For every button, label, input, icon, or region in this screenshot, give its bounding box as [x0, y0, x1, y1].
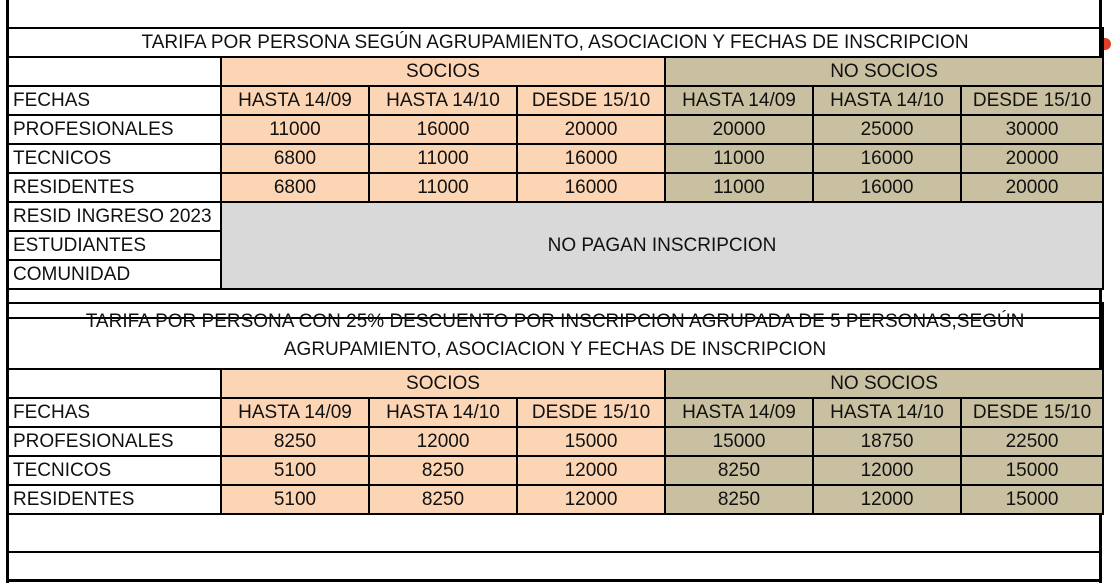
table-row	[7, 173, 1103, 202]
table-row	[7, 427, 1103, 456]
date-header: DESDE 15/10	[961, 86, 1103, 115]
price-cell: 20000	[517, 115, 665, 144]
price-cell: 12000	[813, 456, 961, 485]
table-row	[7, 144, 1103, 173]
price-cell: 16000	[813, 144, 961, 173]
price-cell: 16000	[813, 173, 961, 202]
fechas-label: FECHAS	[7, 398, 221, 427]
price-cell: 11000	[369, 173, 517, 202]
row-label: COMUNIDAD	[7, 260, 221, 289]
group-header-socios: SOCIOS	[221, 369, 665, 398]
table-title: TARIFA POR PERSONA SEGÚN AGRUPAMIENTO, ASOCIACION Y FECHAS DE INSCRIPCION	[7, 28, 1103, 57]
tarifa-table	[6, 27, 1104, 319]
free-note: NO PAGAN INSCRIPCION	[221, 202, 1103, 289]
price-cell: 22500	[961, 427, 1103, 456]
row-label: RESIDENTES	[7, 173, 221, 202]
price-cell: 12000	[369, 427, 517, 456]
price-cell: 8250	[221, 427, 369, 456]
price-cell: 16000	[517, 173, 665, 202]
date-header: HASTA 14/09	[665, 86, 813, 115]
row-label: PROFESIONALES	[7, 427, 221, 456]
price-cell: 11000	[665, 173, 813, 202]
price-cell: 8250	[369, 456, 517, 485]
row-label: TECNICOS	[7, 456, 221, 485]
date-header: HASTA 14/10	[369, 398, 517, 427]
price-cell: 25000	[813, 115, 961, 144]
date-header: HASTA 14/10	[369, 86, 517, 115]
price-cell: 15000	[961, 456, 1103, 485]
price-cell: 6800	[221, 173, 369, 202]
price-cell: 8250	[665, 456, 813, 485]
price-cell: 8250	[665, 485, 813, 514]
row-label: PROFESIONALES	[7, 115, 221, 144]
price-cell: 20000	[961, 173, 1103, 202]
price-cell: 20000	[961, 144, 1103, 173]
price-cell: 11000	[221, 115, 369, 144]
price-cell: 8250	[369, 485, 517, 514]
price-cell: 16000	[369, 115, 517, 144]
cell-marker	[1104, 38, 1111, 50]
price-cell: 5100	[221, 485, 369, 514]
group-header-socios: SOCIOS	[221, 57, 665, 86]
row-label: ESTUDIANTES	[7, 231, 221, 260]
row-label: RESIDENTES	[7, 485, 221, 514]
price-cell: 16000	[517, 144, 665, 173]
row-label: TECNICOS	[7, 144, 221, 173]
date-header: DESDE 15/10	[517, 398, 665, 427]
price-cell: 15000	[665, 427, 813, 456]
price-cell: 5100	[221, 456, 369, 485]
date-header: HASTA 14/10	[813, 86, 961, 115]
price-cell: 12000	[517, 485, 665, 514]
empty-cell	[7, 57, 221, 86]
fechas-label: FECHAS	[7, 86, 221, 115]
price-cell: 15000	[961, 485, 1103, 514]
price-cell: 11000	[369, 144, 517, 173]
date-header: HASTA 14/10	[813, 398, 961, 427]
date-header: HASTA 14/09	[221, 398, 369, 427]
price-cell: 15000	[517, 427, 665, 456]
table-row	[7, 115, 1103, 144]
table-row	[7, 202, 1103, 231]
price-cell: 12000	[517, 456, 665, 485]
table-row	[7, 456, 1103, 485]
table-title: TARIFA POR PERSONA CON 25% DESCUENTO POR INSCRIPCION AGRUPADA DE 5 PERSONAS,SEGÚN AGRUPAMIENTO, ASOCIACION Y FECHAS DE INSCRIPCION	[7, 303, 1103, 369]
spacer-row	[6, 551, 1102, 582]
date-header: DESDE 15/10	[517, 86, 665, 115]
price-cell: 6800	[221, 144, 369, 173]
price-cell: 11000	[665, 144, 813, 173]
group-header-nosocios: NO SOCIOS	[665, 57, 1103, 86]
price-cell: 30000	[961, 115, 1103, 144]
price-cell: 20000	[665, 115, 813, 144]
price-cell: 18750	[813, 427, 961, 456]
date-header: HASTA 14/09	[665, 398, 813, 427]
empty-cell	[7, 369, 221, 398]
price-cell: 12000	[813, 485, 961, 514]
date-header: DESDE 15/10	[961, 398, 1103, 427]
group-header-nosocios: NO SOCIOS	[665, 369, 1103, 398]
tarifa-descuento-table	[6, 302, 1104, 515]
date-header: HASTA 14/09	[221, 86, 369, 115]
row-label: RESID INGRESO 2023	[7, 202, 221, 231]
table-row	[7, 485, 1103, 514]
